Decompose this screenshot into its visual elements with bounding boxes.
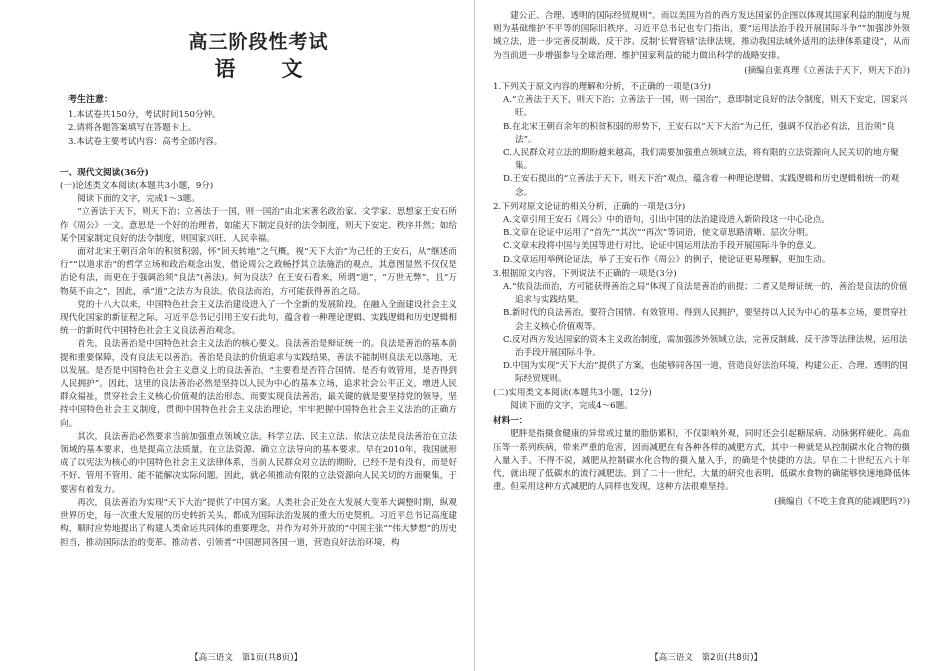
question-1-stem: 1.下列关于原文内容的理解和分析，不正确的一项是(3分) xyxy=(493,82,712,93)
passage-paragraph: 党的十八大以来，中国特色社会主义法治建设进入了一个全新的发展阶段。在融入全面建设社会主义现代化国家的新征程之际，习近平总书记引用王安石此句，蕴含着一种理论逻辑、实践逻辑和历史逻辑相统一的新时代中国特色社会主义良法善治观念。 xyxy=(60,299,457,337)
subsection-head: (一)论述类文本阅读(本题共3小题，9分) xyxy=(60,181,214,192)
subject-title: 语文 xyxy=(214,57,349,81)
question-option: A.文章引用王安石《周公》中的语句，引出中国的法治建设进入新阶段这一中心论点。 xyxy=(503,215,830,226)
passage-paragraph: 其次，良法善治必然要求当前加强重点领域立法。科学立法、民主立法、依法立法是良法善治在立法领域的基本要求，也是提高立法质量，在立法资源、确立立法导向的基本要求。早在2010年，我国就形成了以宪法为核心的中国特色社会主义法律体系，当前人民群众对立法的期盼，已经不是有没有，而是好不好、管用不管用、能不能解决实际问题。因此，就必须推动有限的立法资源向人民关切的方面聚集，于要害有着发力。 xyxy=(60,431,457,495)
question-option: A.“立善法于天下，则天下治；立善法于一国，则一国治”，意即制定良好的法令制度，则天下安定，国家兴旺。 xyxy=(503,95,908,119)
question-3-stem: 3.根据原文内容，下列说法不正确的一项是(3分) xyxy=(493,268,677,279)
subsection-head: (二)实用类文本阅读(本题共3小题，12分) xyxy=(493,387,652,398)
question-option: B.文章在论证中运用了“首先”“其次”“再次”等词语，使文章思路清晰、层次分明。 xyxy=(503,228,814,239)
passage-paragraph: 面对北宋王朝百余年的积贫积弱，怀“回天转地”之气概，视“天下大治”为己任的王安石，从“继述而行”“以道求治”的哲学立场和政治观念出发，借论周公之政畅抒其立法施治的观点，其意图显然不仅仅是治论有法，而更在于强调治须“良法”(善法)。何为良法？在王安石看来，所谓“道”，“万世无弊”，且“万物莫不由之”，因此，承“道”之法方为良法。依良法而治，方可能获得善治之局。 xyxy=(60,247,457,297)
source-citation: (摘编自张真理《立善法于天下，则天下治》) xyxy=(744,65,910,76)
reading-instruction: 阅读下面的文字，完成1～3题。 xyxy=(77,194,200,205)
question-option: A.“依良法而治，方可能获得善治之局”体现了良法是善治的前提；二者又是辩证统一的，善治是良法的价值追求与实践结果。 xyxy=(503,282,908,306)
exam-title: 高三阶段性考试 xyxy=(188,31,329,53)
passage-paragraph: 首先，良法善治是中国特色社会主义法治的核心要义。良法善治是辩证统一的。良法是善治的基本前提和重要保障，没有良法无以善治。善治是良法的价值追求与实践结果，善法不能制则良法无以落地，无以发展。是否是中国特色社会主义意义上的良法善治，“主要看是否符合国情、是否有效管用，是否得到人民拥护”。因此，这里的良法善治必然是坚持以人民为中心的基本立场，追求社会公平正义，增进人民群众福祉，贯穿社会主义核心价值观的法治形态。而要实现良法善治，最关键的就是要坚持党的领导，坚持中国特色社会主义制度，贯彻中国特色社会主义法治理论，牢牢把握中国特色社会主义法治的正确方向。 xyxy=(60,339,457,429)
question-2-stem: 2.下列对原文论证的相关分析，正确的一项是(3分) xyxy=(493,201,686,212)
passage-paragraph: 再次，良法善治为实现“天下大治”提供了中国方案。人类社会正处在大发展大变革大调整时期，纵观世界历史，每一次重大发展的历史转折关头，都成为国际法治发展的重大历史契机。习近平总书记高度建构，顺时应势地提出了构建人类命运共同体的重要理念，并作为对外开放的“中国主张”“伟大梦想”的历史担当，推动国际法治的变革、推动者、引领者“中国愿同各国一道，营造良好法治环境，构 xyxy=(60,497,457,548)
reading-instruction: 阅读下面的文字，完成4～6题。 xyxy=(510,400,633,411)
question-option: C.反对西方发达国家的资本主义政治制度，需加强涉外领域立法，完善反制裁、反干涉等法律法规，运用法治手段开展国际斗争。 xyxy=(503,334,908,359)
right-column xyxy=(475,0,950,671)
question-option: D.王安石提出的“立善法于天下，则天下治”观点，蕴含着一种理论逻辑、实践逻辑和历史逻辑相统一的观念。 xyxy=(503,174,900,198)
question-option: C.人民群众对立法的期盼越来越高，我们需要加强重点领域立法，将有限的立法资源向人民关切的地方聚集。 xyxy=(503,148,899,172)
section-head: 一、现代文阅读(36分) xyxy=(60,167,149,178)
question-option: D.文章运用举例论证法，举了王安石作《周公》的例子，使论证更易理解，更加生动。 xyxy=(503,254,831,265)
notice-item: 1.本试卷共150分，考试时间150分钟。 xyxy=(68,110,221,121)
material-paragraph: 肥胖是指摄食健康的异常或过量的脂肪累积，不仅影响外观，同时还会引起糖尿病、动脉粥样硬化、高血压等一系列疾病，带来严重的危害，因而减肥在有各种各样的减肥方式，其中一种就是从控制碳水化合物的摄入量入手。不得不说，减肥从控制碳水化合物的摄入量入手，的确是个快捷的方法。早在二十世纪五六十年代，就出现了低碳水的流行减肥法。到了二十一世纪，大量的研究也表明，低碳水食物的确能够快速地降低体重。但采用这种方式减肥的人同样也发现，这种方法很难坚持。 xyxy=(493,429,910,493)
page-footer: 【高三语文 第1页(共8页)】 xyxy=(190,653,303,663)
question-option: D.中国为实现“天下大治”提供了方案，也能够同各国一道，营造良好法治环境，构建公正、合理、透明的国际经贸规则。 xyxy=(503,361,908,385)
passage-paragraph: 建公正、合理、透明的国际经贸规则”。而以美国为首的西方发达国家仍企图以体现其国家利益的制度与规则为基础维护不平等的国际旧秩序。习近平总书记也专门指出，要“运用法治手段开展国际斗争”“加强涉外领域立法，进一步完善反制裁、反干涉、反制‘长臂管辖’法律法规，推动我国法域外适用的法律体系建设”，从而为当前进一步增强参与全球治理、维护国家利益的能力做出科学的战略安排。 xyxy=(493,11,910,61)
question-option: B.新时代的良法善治，要符合国情、有效管用、得到人民拥护，要坚持以人民为中心的基本立场，要贯穿社会主义核心价值观等。 xyxy=(503,308,908,332)
notice-head: 考生注意： xyxy=(68,95,114,105)
question-option: B.在北宋王朝百余年的积贫积弱的形势下，王安石以“天下大治”为己任，强调不仅治必有法，且治须“良法”。 xyxy=(503,121,895,145)
question-option: C.文章末段将中国与美国等进行对比，论证中国运用法治手段开展国际斗争的意义。 xyxy=(503,241,822,252)
passage-paragraph: “立善法于天下，则天下治；立善法于一国，则一国治”由北宋著名政治家、文学家、思想家王安石所作《周公》一文。意思是一个好的治理者，如能天下制定良好的法令制度，则天下安定、秩序井然；如给某个国家制定良好的法令制度，则国家兴旺、人民幸福。 xyxy=(60,207,457,244)
notice-item: 2.请将各题答案填写在答题卡上。 xyxy=(68,123,197,134)
source-citation: (摘编自《不吃主食真的能减肥吗?》) xyxy=(774,497,910,508)
notice-item: 3.本试卷主要考试内容：高考全部内容。 xyxy=(68,136,223,147)
page-footer: 【高三语文 第2页(共8页)】 xyxy=(650,653,763,663)
material-head: 材料一： xyxy=(493,416,528,427)
